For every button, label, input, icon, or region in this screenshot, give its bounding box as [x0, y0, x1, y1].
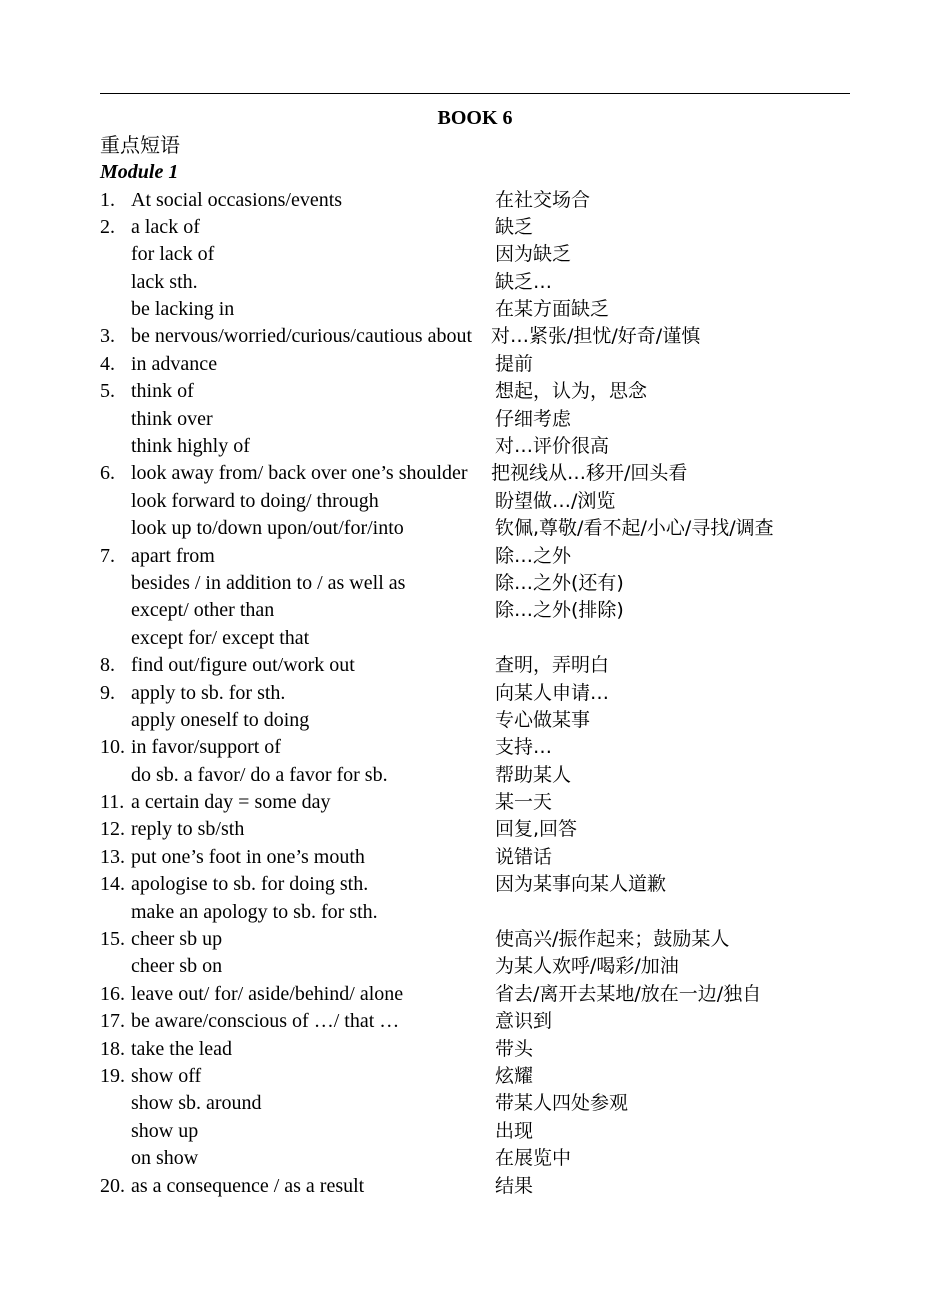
- phrase-row: [100, 789, 850, 816]
- phrase-row: [100, 241, 850, 268]
- phrase-chinese: 除…之外: [495, 544, 572, 567]
- phrase-row: [100, 187, 850, 214]
- phrase-chinese: 除…之外(还有): [495, 571, 624, 594]
- module-heading: Module 1: [100, 161, 179, 183]
- phrase-chinese: 出现: [495, 1119, 534, 1142]
- phrase-row: [100, 844, 850, 871]
- phrase-row: [100, 1090, 850, 1117]
- phrase-row: [100, 269, 850, 296]
- phrase-chinese: 查明，弄明白: [495, 654, 610, 677]
- phrase-row: [100, 926, 850, 953]
- phrase-chinese: 帮助某人: [495, 763, 572, 786]
- phrase-row: [100, 570, 850, 597]
- phrase-english: find out/figure out/work out: [131, 654, 355, 677]
- phrase-chinese: 回复,回答: [495, 818, 578, 841]
- phrase-row: [100, 323, 850, 350]
- phrase-chinese: 对…紧张/担忧/好奇/谨慎: [491, 325, 701, 348]
- phrase-row: [100, 871, 850, 898]
- phrase-chinese: 仔细考虑: [495, 407, 572, 430]
- phrase-english: in advance: [131, 352, 218, 375]
- phrase-english: At social occasions/events: [131, 188, 343, 211]
- phrase-row: [100, 1118, 850, 1145]
- phrase-english: besides / in addition to / as well as: [131, 571, 406, 594]
- phrase-chinese: 意识到: [495, 1010, 553, 1033]
- phrase-chinese: 想起，认为，思念: [495, 380, 648, 403]
- phrase-row: [100, 460, 850, 487]
- phrase-row: [100, 734, 850, 761]
- phrase-row: [100, 543, 850, 570]
- phrase-chinese: 结果: [495, 1174, 534, 1197]
- phrase-row: [100, 1063, 850, 1090]
- phrase-english: except for/ except that: [131, 626, 310, 649]
- phrase-english: apologise to sb. for doing sth.: [131, 873, 369, 896]
- phrase-row: [100, 707, 850, 734]
- phrase-number: 6.: [100, 462, 115, 485]
- phrase-number: 17.: [100, 1010, 125, 1033]
- phrase-number: 4.: [100, 352, 115, 375]
- phrase-number: 12.: [100, 818, 125, 841]
- phrase-row: [100, 899, 850, 926]
- phrase-chinese: 盼望做…/浏览: [495, 489, 616, 512]
- phrase-number: 3.: [100, 325, 115, 348]
- phrase-english: a lack of: [131, 215, 200, 238]
- phrase-english: look away from/ back over one’s shoulder: [131, 462, 468, 485]
- phrase-english: in favor/support of: [131, 736, 281, 759]
- phrase-chinese: 使高兴/振作起来；鼓励某人: [495, 928, 730, 951]
- phrase-english: leave out/ for/ aside/behind/ alone: [131, 982, 404, 1005]
- phrase-english: a certain day = some day: [131, 791, 331, 814]
- phrase-english: put one’s foot in one’s mouth: [131, 845, 365, 868]
- phrase-chinese: 省去/离开去某地/放在一边/独自: [495, 982, 762, 1005]
- phrase-number: 9.: [100, 681, 115, 704]
- phrase-row: [100, 433, 850, 460]
- phrase-english: think of: [131, 380, 194, 403]
- phrase-english: cheer sb on: [131, 955, 223, 978]
- phrase-number: 18.: [100, 1037, 125, 1060]
- phrase-chinese: 缺乏: [495, 215, 534, 238]
- phrase-list: [100, 187, 850, 1200]
- phrase-chinese: 带头: [495, 1037, 534, 1060]
- phrase-number: 19.: [100, 1065, 125, 1087]
- phrase-chinese: 带某人四处参观: [495, 1092, 629, 1115]
- phrase-english: show up: [131, 1119, 199, 1142]
- phrase-english: look up to/down upon/out/for/into: [131, 517, 404, 540]
- phrase-english: apply oneself to doing: [131, 708, 310, 731]
- phrase-row: [100, 625, 850, 652]
- phrase-row: [100, 378, 850, 405]
- phrase-chinese: 缺乏…: [495, 270, 553, 293]
- phrase-chinese: 为某人欢呼/喝彩/加油: [495, 955, 679, 978]
- phrase-english: look forward to doing/ through: [131, 489, 379, 512]
- phrase-english: on show: [131, 1147, 199, 1170]
- phrase-number: 15.: [100, 928, 125, 951]
- phrase-english: as a consequence / as a result: [131, 1174, 365, 1197]
- phrase-row: [100, 597, 850, 624]
- phrase-number: 7.: [100, 544, 115, 567]
- phrase-chinese: 炫耀: [495, 1065, 534, 1087]
- phrase-english: think highly of: [131, 435, 250, 458]
- phrase-chinese: 说错话: [495, 845, 553, 868]
- phrase-chinese: 把视线从…移开/回头看: [491, 462, 688, 485]
- phrase-chinese: 支持…: [495, 736, 553, 759]
- phrase-number: 5.: [100, 380, 115, 403]
- phrase-row: [100, 652, 850, 679]
- phrase-chinese: 因为某事向某人道歉: [495, 873, 667, 896]
- phrase-row: [100, 1036, 850, 1063]
- phrase-english: take the lead: [131, 1037, 233, 1060]
- phrase-row: [100, 816, 850, 843]
- phrase-english: except/ other than: [131, 599, 275, 622]
- phrase-row: [100, 214, 850, 241]
- phrase-row: [100, 488, 850, 515]
- phrase-row: [100, 515, 850, 542]
- phrase-english: lack sth.: [131, 270, 198, 293]
- phrase-english: for lack of: [131, 243, 215, 266]
- phrase-row: [100, 1145, 850, 1172]
- phrase-number: 8.: [100, 654, 115, 677]
- phrase-row: [100, 1173, 850, 1200]
- phrase-english: be nervous/worried/curious/cautious about: [131, 325, 473, 348]
- phrase-chinese: 除…之外(排除): [495, 599, 624, 622]
- phrase-chinese: 向某人申请…: [495, 681, 610, 704]
- phrase-english: do sb. a favor/ do a favor for sb.: [131, 763, 388, 786]
- phrase-english: cheer sb up: [131, 928, 223, 951]
- header-rule: [100, 93, 850, 94]
- phrase-chinese: 在社交场合: [495, 188, 591, 211]
- phrase-english: apply to sb. for sth.: [131, 681, 286, 704]
- phrase-english: apart from: [131, 544, 215, 567]
- phrase-row: [100, 351, 850, 378]
- phrase-number: 13.: [100, 845, 125, 868]
- phrase-row: [100, 981, 850, 1008]
- phrase-english: think over: [131, 407, 213, 430]
- section-heading: 重点短语: [100, 133, 180, 157]
- phrase-number: 1.: [100, 188, 115, 211]
- phrase-number: 20.: [100, 1174, 125, 1197]
- phrase-chinese: 提前: [495, 352, 534, 375]
- phrase-chinese: 在展览中: [495, 1147, 572, 1170]
- phrase-number: 10.: [100, 736, 125, 759]
- phrase-number: 11.: [100, 791, 125, 814]
- phrase-number: 16.: [100, 982, 125, 1005]
- phrase-chinese: 在某方面缺乏: [495, 298, 610, 321]
- phrase-row: [100, 953, 850, 980]
- phrase-chinese: 钦佩,尊敬/看不起/小心/寻找/调查: [495, 517, 774, 540]
- document-page: [100, 0, 850, 1304]
- book-title: BOOK 6: [437, 107, 513, 129]
- phrase-chinese: 专心做某事: [495, 708, 591, 731]
- phrase-english: make an apology to sb. for sth.: [131, 900, 378, 923]
- phrase-row: [100, 762, 850, 789]
- phrase-english: reply to sb/sth: [131, 818, 245, 841]
- phrase-row: [100, 296, 850, 323]
- phrase-row: [100, 406, 850, 433]
- phrase-number: 2.: [100, 215, 115, 238]
- phrase-english: be aware/conscious of …/ that …: [131, 1010, 400, 1033]
- phrase-row: [100, 1008, 850, 1035]
- phrase-number: 14.: [100, 873, 125, 896]
- phrase-chinese: 因为缺乏: [495, 243, 572, 266]
- phrase-row: [100, 680, 850, 707]
- phrase-english: show sb. around: [131, 1092, 262, 1115]
- phrase-english: be lacking in: [131, 298, 235, 321]
- phrase-chinese: 某一天: [495, 791, 553, 814]
- phrase-english: show off: [131, 1065, 202, 1087]
- phrase-chinese: 对…评价很高: [495, 435, 610, 458]
